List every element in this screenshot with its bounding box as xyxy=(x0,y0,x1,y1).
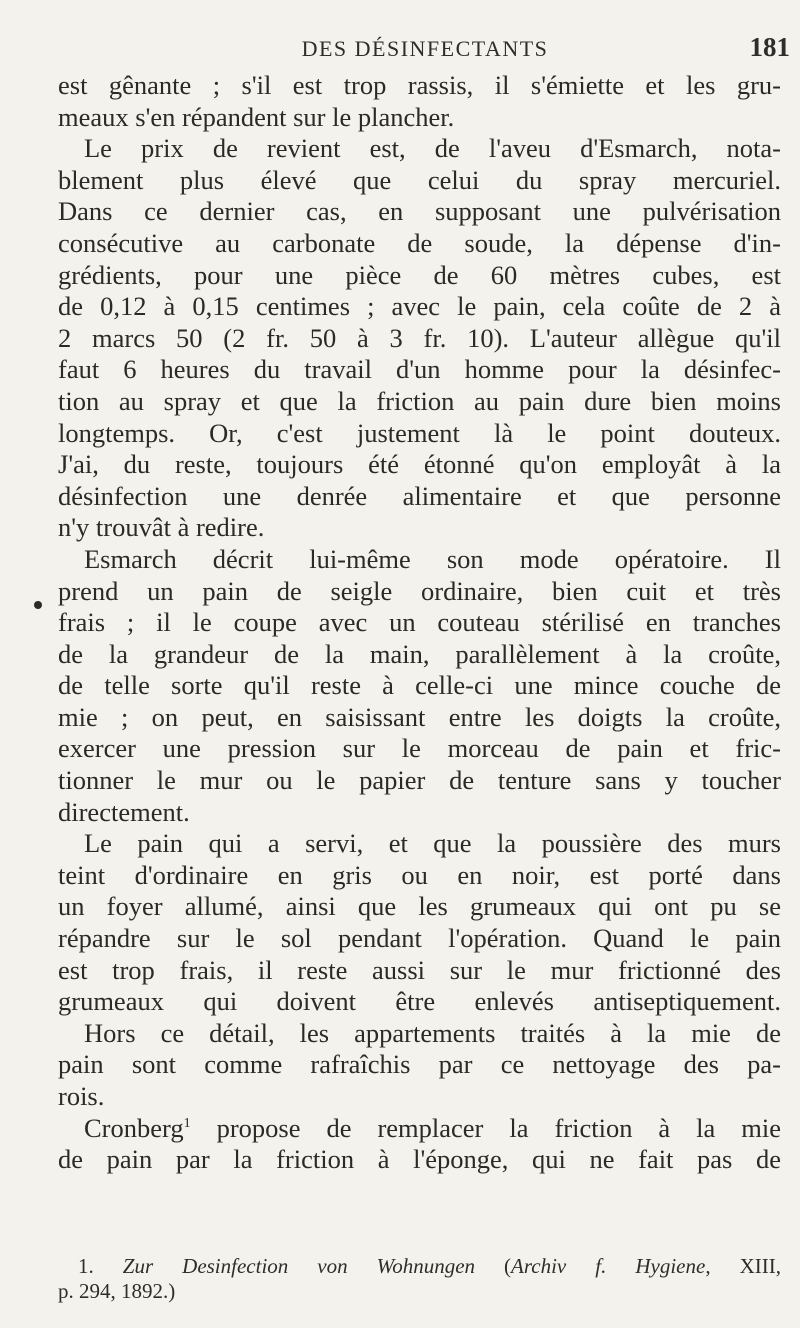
text-line: meaux s'en répandent sur le plancher. xyxy=(58,101,455,132)
text-line: de 0,12 à 0,15 centimes ; avec le pain, cela coûte de 2 à xyxy=(58,291,781,322)
text-line: longtemps. Or, c'est justement là le point douteux. xyxy=(58,417,781,448)
text-line: rois. xyxy=(58,1081,105,1111)
footnote-title: Zur Desinfection von Wohnungen xyxy=(122,1254,476,1278)
running-title: DES DÉSINFECTANTS xyxy=(301,36,549,61)
footnote xyxy=(58,1254,781,1304)
footnote-paren: ( xyxy=(475,1254,512,1278)
text-fragment: propose de remplacer la friction à la mie xyxy=(190,1112,781,1143)
text-line: faut 6 heures du travail d'un homme pour la désinfec- xyxy=(58,354,781,385)
page-number: 181 xyxy=(749,32,790,62)
text-line: tion au spray et que la friction au pain dure bien moins xyxy=(58,385,781,416)
text-line: de pain par la friction à l'éponge, qui ne fait pas de xyxy=(58,1144,781,1175)
text-line: exercer une pression sur le morceau de pain et fric- xyxy=(58,733,781,764)
text-line: blement plus élevé que celui du spray mercuriel. xyxy=(58,164,781,195)
text-line: pain sont comme rafraîchis par ce nettoyage des pa- xyxy=(58,1049,781,1080)
text-line: prend un pain de seigle ordinaire, bien cuit et très xyxy=(58,575,781,606)
text-line: consécutive au carbonate de soude, la dépense d'in- xyxy=(58,227,781,258)
author-name: Cronberg xyxy=(84,1112,184,1143)
text-line: Dans ce dernier cas, en supposant une pulvérisation xyxy=(58,196,781,227)
text-line: tionner le mur ou le papier de tenture sans y toucher xyxy=(58,765,781,796)
text-line: n'y trouvât à redire. xyxy=(58,512,265,543)
footnote-journal: Archiv f. Hygiene xyxy=(511,1254,706,1278)
text-line: Le pain qui a servi, et que la poussière des murs xyxy=(84,828,781,859)
text-line: 2 marcs 50 (2 fr. 50 à 3 fr. 10). L'auteur allègue qu'il xyxy=(58,322,781,353)
footnote-number: 1. xyxy=(78,1254,94,1278)
text-line: un foyer allumé, ainsi que les grumeaux qui ont pu se xyxy=(58,891,781,922)
text-line: désinfection une denrée alimentaire et que personne xyxy=(58,480,781,511)
text-line: frais ; il le coupe avec un couteau stérilisé en tranches xyxy=(58,607,781,638)
text-line: Hors ce détail, les appartements traités à la mie de xyxy=(84,1017,781,1048)
text-line: Esmarch décrit lui-même son mode opératoire. Il xyxy=(84,543,781,574)
text-line: grumeaux qui doivent être enlevés antiseptiquement. xyxy=(58,986,781,1017)
text-line: de la grandeur de la main, parallèlement à la croûte, xyxy=(58,638,781,669)
text-line: est gênante ; s'il est trop rassis, il s'émiette et les gru- xyxy=(58,70,781,100)
text-line: Le prix de revient est, de l'aveu d'Esmarch, nota- xyxy=(84,133,781,164)
footnote-line: p. 294, 1892.) xyxy=(58,1279,176,1303)
text-line: J'ai, du reste, toujours été étonné qu'on employât à la xyxy=(58,449,781,480)
text-line: teint d'ordinaire en gris ou en noir, est porté dans xyxy=(58,859,781,890)
margin-mark xyxy=(34,601,42,609)
footnote-line xyxy=(58,1254,781,1279)
text-line: répandre sur le sol pendant l'opération. Quand le pain xyxy=(58,923,781,954)
text-line-cronberg xyxy=(58,1113,781,1145)
text-line: mie ; on peut, en saisissant entre les doigts la croûte, xyxy=(58,701,781,732)
text-line: directement. xyxy=(58,796,190,827)
footnote-tail: , XIII, xyxy=(705,1254,781,1278)
text-line: est trop frais, il reste aussi sur le mur frictionné des xyxy=(58,954,781,985)
text-line: de telle sorte qu'il reste à celle-ci une mince couche de xyxy=(58,670,781,701)
body-text xyxy=(58,70,781,1176)
footnote-marker: 1 xyxy=(183,1115,191,1131)
text-line: grédients, pour une pièce de 60 mètres cubes, est xyxy=(58,259,781,290)
running-head xyxy=(60,30,790,66)
